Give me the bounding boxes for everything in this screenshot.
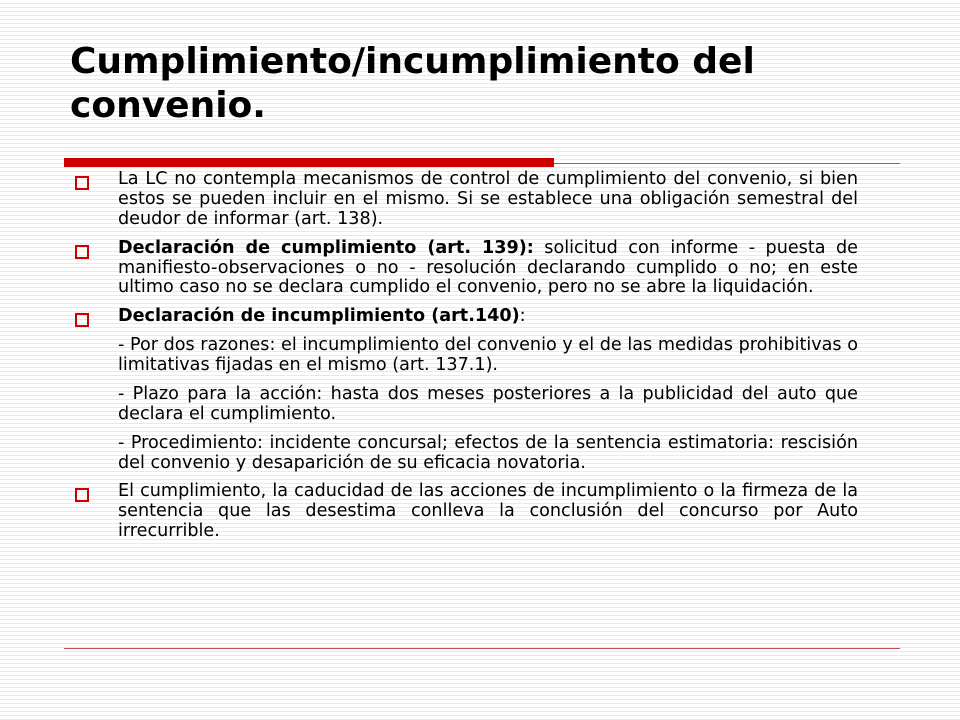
bullet-text: El cumplimiento, la caducidad de las acciones de incumplimiento o la firmeza de la sentencia que las desestima conlleva la conclusión del concurso por Auto irrecurrible. xyxy=(118,481,858,542)
slide-title: Cumplimiento/incumplimiento del convenio. xyxy=(70,41,755,126)
slide-content xyxy=(72,170,858,551)
bullet-item-conclusion xyxy=(72,482,858,542)
square-bullet-icon xyxy=(75,488,89,502)
bullet-heading: Declaración de cumplimiento (art. 139): xyxy=(118,237,534,258)
bullet-item-control xyxy=(72,170,858,230)
bullet-item-declaracion-cumplimiento xyxy=(72,239,858,299)
square-bullet-icon xyxy=(75,245,89,259)
bullet-text: La LC no contempla mecanismos de control de cumplimiento del convenio, si bien estos se pueden incluir en el mismo. Si se establece una obligación semestral del deudor de informar (art. 138). xyxy=(118,169,858,229)
sub-item-plazo: - Plazo para la acción: hasta dos meses posteriores a la publicidad del auto que declara el cumplimiento. xyxy=(118,383,858,424)
bullet-text: solicitud con informe - puesta de manifiesto-observaciones o no - resolución declarando cumplido o no; en este ultimo caso no se declara cumplido el convenio, pero no se abre la liquidación. xyxy=(118,237,859,298)
sub-item-procedimiento: - Procedimiento: incidente concursal; efectos de la sentencia estimatoria: rescisión del convenio y desaparición de su eficacia novatoria. xyxy=(118,432,858,473)
bottom-divider xyxy=(64,648,900,649)
title-accent-bar xyxy=(64,158,554,167)
bullet-heading: Declaración de incumplimiento (art.140) xyxy=(118,306,520,327)
square-bullet-icon xyxy=(75,313,89,327)
bullet-item-declaracion-incumplimiento xyxy=(72,307,858,327)
sub-item-razones: - Por dos razones: el incumplimiento del convenio y el de las medidas prohibitivas o limitativas fijadas en el mismo (art. 137.1). xyxy=(118,335,858,375)
square-bullet-icon xyxy=(75,176,89,190)
bullet-text: : xyxy=(519,306,526,327)
